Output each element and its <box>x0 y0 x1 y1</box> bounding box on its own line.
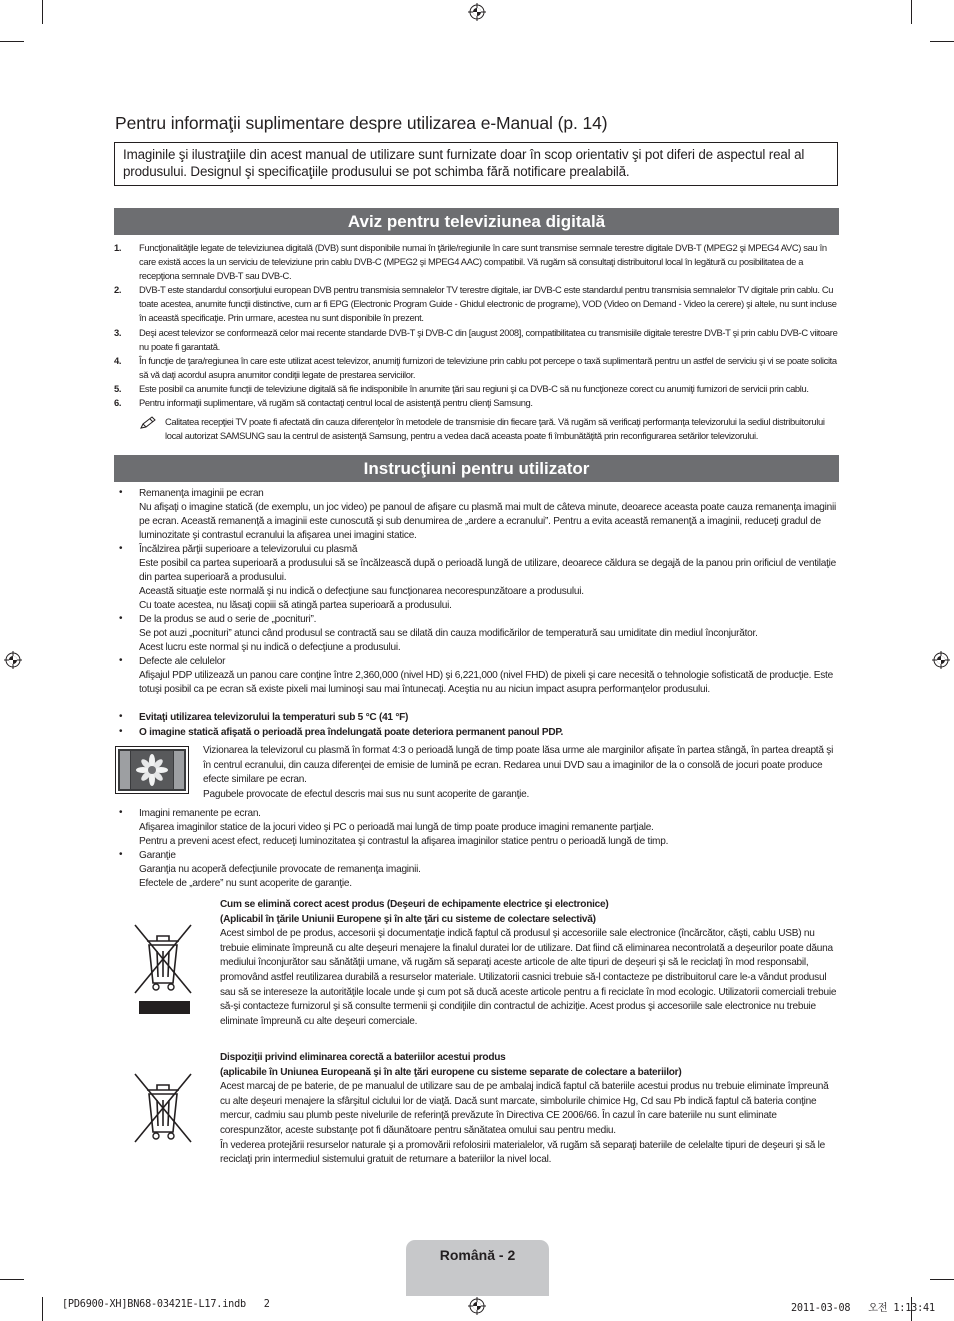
battery-text: În vederea protejării resurselor naturale şi a promovării refolosirii materialelor, vă rugăm să separaţi bateriile de celelalte tipuri de deşeuri şi să le reciclaţi prin intermediul sistemului gratuit de returnare a bateriilor la nivel local. <box>220 1139 826 1166</box>
item-number: 4. <box>114 354 122 366</box>
tv-4-3-image-icon <box>115 746 189 794</box>
battery-disposal-block <box>220 1051 840 1168</box>
note-block <box>139 415 839 443</box>
pdp-description <box>203 744 839 802</box>
instruction-afterimage <box>139 807 839 849</box>
battery-text: Acest marcaj de pe baterie, de pe manualul de utilizare sau de pe ambalaj indică faptul că bateriile acestui produs nu trebuie eliminate împreună cu alte deşeuri menajere la sfârşitul ciclului lor de viaţă. Dacă sunt marcate, simbolurile chimice Hg, Cd sau Pb indică faptul că bateria conţine mercur, cadmiu sau plumb peste nivelurile de referinţă prevăzute în Directiva CE 2006/66. În cazul în care bateriile nu sunt eliminate corespunzător, aceste substanţe pot fi dăunătoare pentru sănătatea omului sau pentru mediu. <box>220 1081 829 1136</box>
section-heading-digital-tv: Aviz pentru televiziunea digitală <box>114 208 839 235</box>
crop-mark <box>930 1279 954 1280</box>
instruction-text: Această situaţie este normală şi nu indică o defecţiune sau funcţionarea necorespunzătoare a produsului. <box>139 586 584 597</box>
instruction-text: Nu afişaţi o imagine statică (de exemplu, un joc video) pe panoul de afişare cu plasmă mai mult de câteva minute, deoarece aceasta poate cauza remanenţa imaginii pe ecran. Această remanenţă a imaginii este cunoscută şi sub denumirea de „ardere a ecranului”. Pentru a evita această remanenţă a imaginii, reduceţi gradul de luminozitate şi contrastul ecranului la afişarea unei imagini statice. <box>139 502 837 541</box>
instruction-text: Cu toate acestea, nu lăsaţi copiii să atingă partea superioară a produsului. <box>139 600 452 611</box>
instruction-head: De la produs se aud o serie de „pocnituri”. <box>139 614 317 625</box>
list-item <box>114 283 839 325</box>
bullet: • <box>119 543 123 554</box>
page-number: Română - 2 <box>439 1247 516 1263</box>
crop-mark <box>0 41 24 42</box>
instruction-head: O imagine statică afişată o perioadă prea îndelungată poate deteriora permanent panoul PDP. <box>139 727 564 738</box>
bullet: • <box>119 613 123 624</box>
bullet: • <box>119 487 123 498</box>
instruction-static-image <box>139 726 839 740</box>
instruction-head: Remanenţa imaginii pe ecran <box>139 488 264 499</box>
list-item <box>114 241 839 283</box>
weee-subheading: (Aplicabil în ţările Uniunii Europene şi în alte ţări cu sisteme de colectare selectivă) <box>220 913 596 925</box>
instruction-head: Garanţie <box>139 850 176 861</box>
bullet: • <box>119 726 123 737</box>
instruction-text: Se pot auzi „pocnituri” atunci când produsul se contractă sau se dilată din cauza modificărilor de temperatură sau umiditate din mediul înconjurător. <box>139 628 758 639</box>
registration-mark-icon <box>4 651 22 669</box>
crossed-bin-icon <box>133 921 193 1015</box>
list-item <box>114 382 839 396</box>
instruction-head: Defecte ale celulelor <box>139 656 226 667</box>
bullet: • <box>119 849 123 860</box>
crop-mark <box>930 41 954 42</box>
weee-text: Acest simbol de pe produs, accesorii şi documentaţie indică faptul că produsul şi accesoriile sale electronice (încărcător, căşti, cablu USB) nu trebuie eliminate împreună cu alte deşeuri menajere la finalul duratei lor de utilizare. Dat fiind că eliminarea necontrolată a deşeurilor poate dăuna mediului înconjurător sau sănătăţii umane, vă rugăm să separaţi aceste articole de alte tipuri de deşeuri şi să le reciclaţi în mod responsabil, promovând astfel reutilizarea durabilă a resurselor materiale. Utilizatorii casnici trebuie să-l contacteze pe distribuitorul care le-a vândut produsul sau să se intereseze la autorităţile locale unde şi cum pot să ducă aceste articole pentru a fi reciclate în mod ecologic. Utilizatorii comerciali trebuie să-şi contacteze furnizorul şi să consulte termenii şi condiţiile din contractul de achiziţie. Acest produs şi accesoriile sale electronice nu trebuie eliminate împreună cu alte deşeuri comerciale. <box>220 928 837 1027</box>
note-pencil-icon <box>139 416 159 430</box>
section-heading-user-instructions: Instrucţiuni pentru utilizator <box>114 455 839 482</box>
registration-mark-icon <box>468 1297 486 1315</box>
instruction-head: Încălzirea părţii superioare a televizorului cu plasmă <box>139 544 358 555</box>
instruction-image-retention <box>139 487 839 543</box>
instruction-text: Afişajul PDP utilizează un panou care conţine între 2,360,000 (nivel HD) şi 6,221,000 (nivel FHD) de pixeli şi care necesită o tehnologie sofisticată de producţie. Este totuşi posibil ca pe ecran să existe pixeli mai luminoşi sau mai întunecaţi. Aceştia nu au niciun impact asupra performanţelor produsului. <box>139 670 833 695</box>
crop-mark <box>0 1279 24 1280</box>
notice-box: Imaginile şi ilustraţiile din acest manual de utilizare sunt furnizate doar în scop orientativ şi pot diferi de aspectul real al produsului. Designul şi specificaţiile produsului se pot schimba fără notificare prealabilă. <box>114 142 838 186</box>
battery-subheading: (aplicabile în Uniunea Europeană şi în alte ţări europene cu sisteme separate de colectare a bateriilor) <box>220 1066 682 1078</box>
digital-tv-list <box>114 241 839 410</box>
registration-mark-icon <box>468 3 486 21</box>
instruction-temperature <box>139 711 839 725</box>
note-text: Calitatea recepţiei TV poate fi afectată din cauza diferenţelor în metodele de transmisie din fiecare ţară. Vă rugăm să verificaţi performanţa televizorului la sediul distribuitorului local autorizat SAMSUNG sau la centrul de asistenţă Samsung, pentru a vedea dacă aceasta poate fi îmbunătăţită prin reconfigurarea setărilor televizorului. <box>165 416 825 441</box>
item-number: 1. <box>114 242 122 253</box>
item-number: 2. <box>114 284 122 296</box>
crop-mark <box>42 1297 43 1321</box>
item-text: Deşi acest televizor se conformează celor mai recente standarde DVB-T şi DVB-C din [august 2008], compatibilitatea cu transmisiile digitale terestre DVB-T şi prin cablu DVB-C viitoare nu poate fi garantată. <box>139 326 838 352</box>
instruction-head: Evitaţi utilizarea televizorului la temperaturi sub 5 °C (41 °F) <box>139 712 409 723</box>
crop-mark <box>42 0 43 24</box>
instruction-text: Pentru a preveni acest efect, reduceţi luminozitatea şi contrastul la afişarea imaginilor statice pentru o perioadă lungă de timp. <box>139 836 669 847</box>
instruction-text: Efectele de „ardere” nu sunt acoperite de garanţie. <box>139 878 352 889</box>
bullet: • <box>119 807 123 818</box>
instruction-warranty <box>139 849 839 891</box>
instruction-text: Garanţia nu acoperă defecţiunile provocate de remanenţa imaginii. <box>139 864 421 875</box>
item-text: Pentru informaţii suplimentare, vă rugăm să contactaţi centrul local de asistenţă pentru clienţi Samsung. <box>139 397 533 409</box>
instruction-text: Afişarea imaginilor statice de la jocuri video şi PC o perioadă mai lungă de timp poate produce imagini remanente parţiale. <box>139 822 654 833</box>
item-number: 5. <box>114 382 122 394</box>
item-text: Funcţionalităţile legate de televiziunea digitală (DVB) sunt disponibile numai în ţările/regiunile în care sunt transmise semnale terestre digitale DVB-T (MPEG2 şi MPEG4 AVC) sau în care există acces la un serviciu de televiziune prin cablu DVB-C (MPEG2 şi MPEG4 AAC) compatibil. Vă rugăm să consultaţi distribuitorul local în legătură cu posibilitatea de a recepţiona semnale DVB-T sau DVB-C. <box>139 242 827 282</box>
bullet: • <box>119 655 123 666</box>
instruction-text: Pagubele provocate de efectul descris mai sus nu sunt acoperite de garanţie. <box>203 788 530 800</box>
bullet: • <box>119 711 123 722</box>
list-item <box>114 396 839 410</box>
item-text: DVB-T este standardul consorţiului european DVB pentru transmisia semnalelor TV terestre digitale, iar DVB-C este standardul pentru transmisia semnalelor TV digitale prin cablu. Cu toate acestea, anumite funcţii distinctive, cum ar fi EPG (Electronic Program Guide - Ghidul electronic de programe), VOD (Video on Demand - Video la cerere) şi altele, nu sunt incluse în această specificaţie. Prin urmare, acestea nu sunt disponibile în prezent. <box>139 284 837 324</box>
instruction-top-heating <box>139 543 839 613</box>
instruction-cracking-noise <box>139 613 839 655</box>
instruction-text: Este posibil ca partea superioară a produsului să se încălzească după o perioadă lungă de utilizare, deoarece căldura se degajă de la panou prin orificiul de ventilaţie din partea superioară a produsului. <box>139 558 837 583</box>
list-item <box>114 326 839 354</box>
print-timestamp: 2011-03-08 오전 1:13:41 <box>791 1303 935 1314</box>
weee-disposal-block <box>220 898 840 1029</box>
instruction-text: Vizionarea la televizorul cu plasmă în format 4:3 o perioadă lungă de timp poate lăsa urme ale marginilor afişate în partea stângă, în partea dreaptă şi în centrul ecranului, din cauza diferenţei de emisie de lumină pe ecran. Redarea unui DVD sau a imaginilor de la o consolă de jocuri poate produce efecte similare pe ecran. <box>203 745 834 786</box>
battery-heading: Dispoziţii privind eliminarea corectă a bateriilor acestui produs <box>220 1052 506 1063</box>
print-file-info: [PD6900-XH]BN68-03421E-L17.indb 2 <box>62 1299 270 1310</box>
weee-heading: Cum se elimină corect acest produs (Deşeuri de echipamente electrice şi electronice) <box>220 899 609 910</box>
item-text: Este posibil ca anumite funcţii de televiziune digitală să fie indisponibile în anumite ţări sau regiuni şi ca DVB-C să nu funcţioneze corect cu anumiţi furnizori de servicii prin cablu. <box>139 382 809 394</box>
item-number: 3. <box>114 326 122 338</box>
registration-mark-icon <box>932 651 950 669</box>
crop-mark <box>911 0 912 24</box>
item-text: În funcţie de ţara/regiunea în care este utilizat acest televizor, anumiţi furnizori de televiziune prin cablu pot percepe o taxă suplimentară pentru un astfel de serviciu şi vi se poate solicita să vă daţi acordul asupra anumitor condiţii legate de prestarea serviciilor. <box>139 354 837 380</box>
item-number: 6. <box>114 397 122 409</box>
page-title: Pentru informaţii suplimentare despre utilizarea e-Manual (p. 14) <box>115 113 608 133</box>
instruction-head: Imagini remanente pe ecran. <box>139 808 261 819</box>
instruction-text: Acest lucru este normal şi nu indică o defecţiune a produsului. <box>139 642 401 653</box>
crossed-bin-battery-icon <box>133 1070 193 1144</box>
instruction-cell-defects <box>139 655 839 697</box>
list-item <box>114 354 839 382</box>
